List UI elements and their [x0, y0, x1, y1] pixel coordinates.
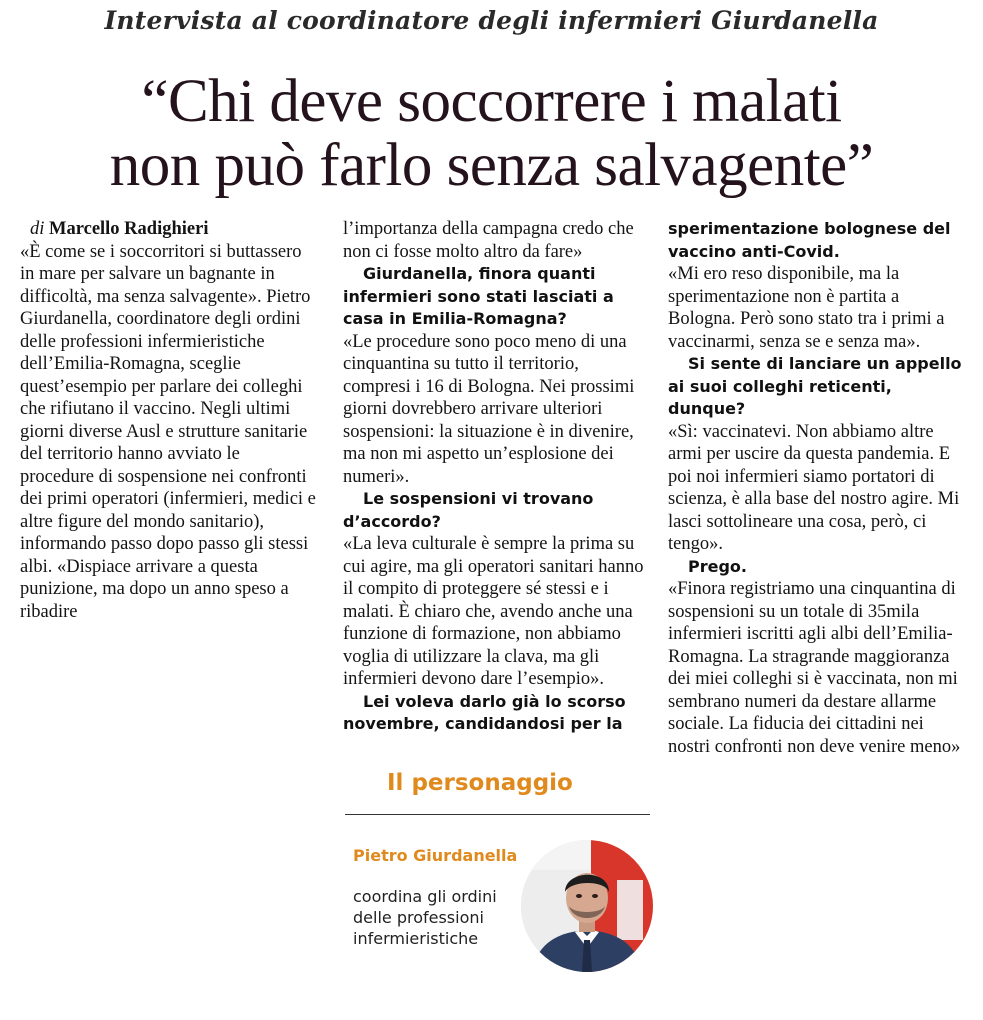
- portrait-photo-icon: [521, 840, 653, 972]
- divider: [345, 814, 650, 815]
- interview-question: Giurdanella, finora quanti infermieri sono stati lasciati a casa in Emilia-Romagna?: [343, 264, 614, 328]
- column-2: [343, 218, 645, 736]
- interview-answer: «Finora registriamo una cinquantina di sospensioni su un totale di 35mila infermieri iscritti agli albi dell’Emilia-Romagna. La stragrande maggioranza dei miei colleghi si è vaccinata, non mi sembrano numeri da destare allarme sociale. La fiducia dei cittadini nei nostri confronti non deve venire meno»: [668, 579, 961, 757]
- profile-box-title: Il personaggio: [387, 770, 573, 796]
- interview-question: Prego.: [688, 556, 747, 576]
- byline-author: Marcello Radighieri: [49, 219, 209, 239]
- interview-answer: «La leva culturale è sempre la prima su cui agire, ma gli operatori sanitari hanno il compito di proteggere sé stessi e i malati. È chiaro che, avendo anche una funzione di formazione, non abbiamo voglia di utilizzare la clava, ma gli infermieri devono dare l’esempio».: [343, 534, 644, 689]
- headline: [0, 70, 983, 198]
- body-paragraph: l’importanza della campagna credo che non ci fosse molto altro da fare»: [343, 219, 634, 262]
- headline-line-2: non può farlo senza salvagente”: [109, 132, 874, 199]
- body-paragraph: «È come se i soccorritori si buttassero in mare per salvare un bagnante in difficoltà, ma senza salvagente». Pietro Giurdanella, coordinatore degli ordini delle professioni infermieristiche dell’Emilia-Romagna, sceglie quest’esempio per parlare dei colleghi che rifiutano il vaccino. Negli ultimi giorni diverse Ausl e strutture sanitarie del territorio hanno avviato le procedure di sospensione nei confronti dei primi operatori (infermieri, medici e altre figure del mondo sanitario), informando passo dopo passo gli stessi albi. «Dispiace arrivare a questa punizione, ma dopo un anno speso a ribadire: [20, 241, 316, 622]
- profile-name: Pietro Giurdanella: [353, 846, 518, 865]
- kicker: Intervista al coordinatore degli infermieri Giurdanella: [104, 6, 879, 35]
- column-3: [668, 218, 968, 758]
- interview-answer: «Le procedure sono poco meno di una cinquantina su tutto il territorio, compresi i 16 di Bologna. Nei prossimi giorni dovrebbero arrivare ulteriori sospensioni: la situazione è in divenire, ma non mi aspetto un’esplosione dei numeri».: [343, 331, 635, 487]
- column-1: [20, 218, 316, 623]
- interview-question: Lei voleva darlo già lo scorso novembre, candidandosi per la: [343, 691, 626, 733]
- interview-question: Le sospensioni vi trovano d’accordo?: [343, 489, 594, 531]
- interview-question-continued: sperimentazione bolognese del vaccino anti-Covid.: [668, 219, 951, 261]
- interview-answer: «Mi ero reso disponibile, ma la sperimentazione non è partita a Bologna. Però sono stato tra i primi a vaccinarmi, senza se e senza ma».: [668, 264, 945, 352]
- byline-prefix: di: [30, 219, 45, 239]
- interview-question: Si sente di lanciare un appello ai suoi colleghi reticenti, dunque?: [668, 354, 962, 418]
- byline: [20, 218, 316, 241]
- headline-line-1: “Chi deve soccorrere i malati: [141, 68, 842, 135]
- portrait-illustration: [521, 840, 653, 972]
- profile-description: coordina gli ordini delle professioni infermieristiche: [353, 887, 497, 948]
- interview-answer: «Sì: vaccinatevi. Non abbiamo altre armi per uscire da questa pandemia. E poi noi infermieri siamo portatori di scienza, è alla base del nostro agire. Mi lasci sottolineare una cosa, però, ci tengo».: [668, 421, 960, 554]
